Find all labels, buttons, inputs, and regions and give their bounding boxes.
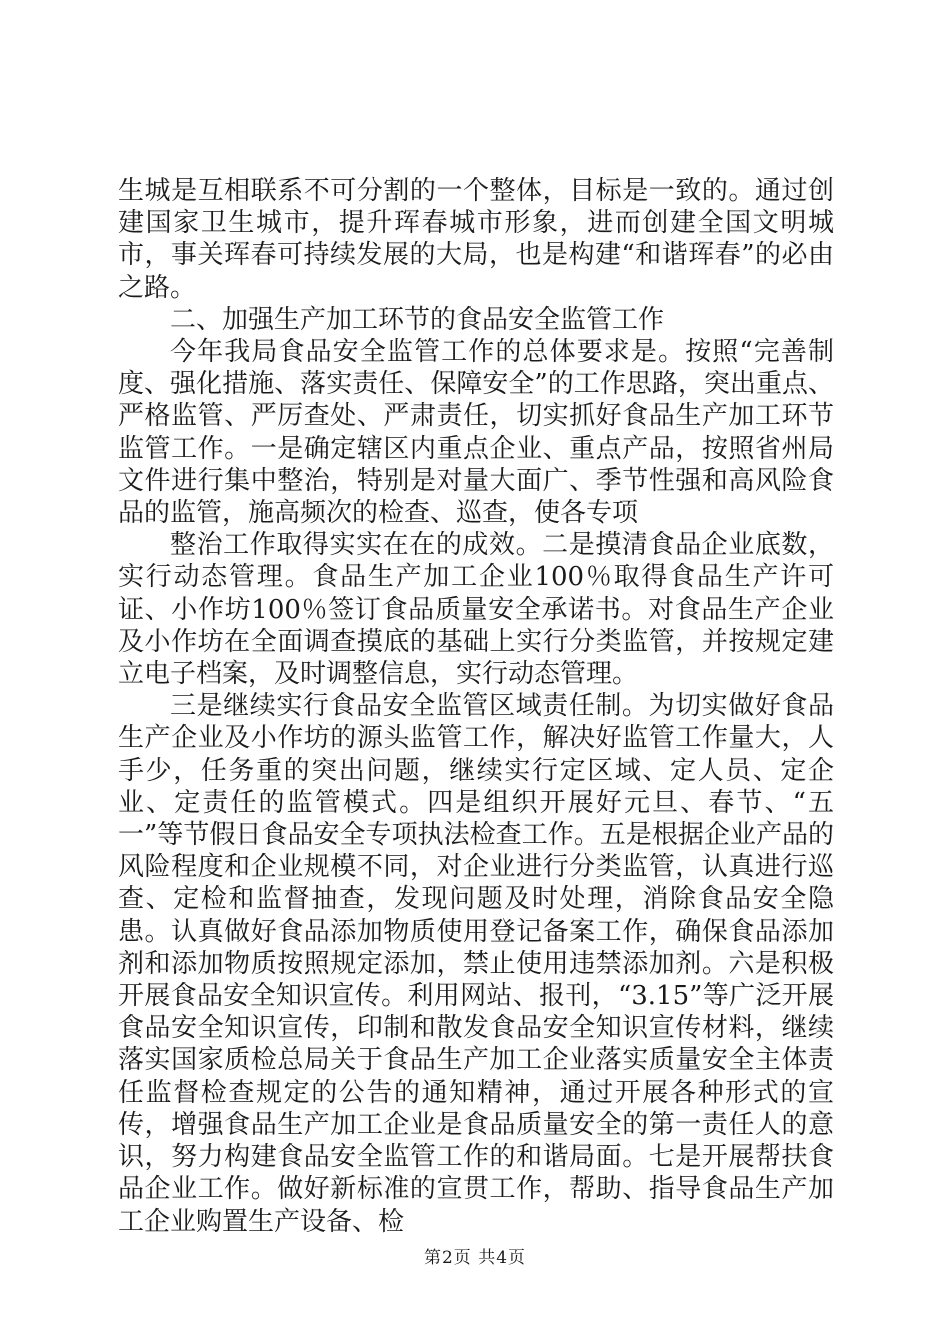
paragraph: 整治工作取得实实在在的成效。二是摸清食品企业底数，实行动态管理。食品生产加工企业100％取得食品生产许可证、小作坊100％签订食品质量安全承诺书。对食品生产企业及小作坊在全面调查摸底的基础上实行分类监管，并按规定建立电子档案，及时调整信息，实行动态管理。 xyxy=(118,530,834,690)
paragraph: 三是继续实行食品安全监管区域责任制。为切实做好食品生产企业及小作坊的源头监管工作，解决好监管工作量大，人手少，任务重的突出问题，继续实行定区域、定人员、定企业、定责任的监管模式。四是组织开展好元旦、春节、“五一”等节假日食品安全专项执法检查工作。五是根据企业产品的风险程度和企业规模不同，对企业进行分类监管，认真进行巡查、定检和监督抽查，发现问题及时处理，消除食品安全隐患。认真做好食品添加物质使用登记备案工作，确保食品添加剂和添加物质按照规定添加，禁止使用违禁添加剂。六是积极开展食品安全知识宣传。利用网站、报刊，“3.15”等广泛开展食品安全知识宣传，印制和散发食品安全知识宣传材料，继续落实国家质检总局关于食品生产加工企业落实质量安全主体责任监督检查规定的公告的通知精神，通过开展各种形式的宣传，增强食品生产加工企业是食品质量安全的第一责任人的意识，努力构建食品安全监管工作的和谐局面。七是开展帮扶食品企业工作。做好新标准的宣贯工作，帮助、指导食品生产加工企业购置生产设备、检 xyxy=(118,691,834,1237)
section-heading: 二、加强生产加工环节的食品安全监管工作 xyxy=(170,304,665,335)
page-footer: 第2页 共4页 xyxy=(423,1248,527,1268)
paragraph-continuation: 生城是互相联系不可分割的一个整体，目标是一致的。通过创建国家卫生城市，提升珲春城市形象，进而创建全国文明城市，事关珲春可持续发展的大局，也是构建“和谐珲春”的必由之路。 xyxy=(118,176,834,303)
paragraph: 今年我局食品安全监管工作的总体要求是。按照“完善制度、强化措施、落实责任、保障安全”的工作思路，突出重点、严格监管、严厉查处、严肃责任，切实抓好食品生产加工环节监管工作。一是确定辖区内重点企业、重点产品，按照省州局文件进行集中整治，特别是对量大面广、季节性强和高风险食品的监管，施高频次的检查、巡查，使各专项 xyxy=(118,337,834,529)
document-body xyxy=(118,175,834,1238)
